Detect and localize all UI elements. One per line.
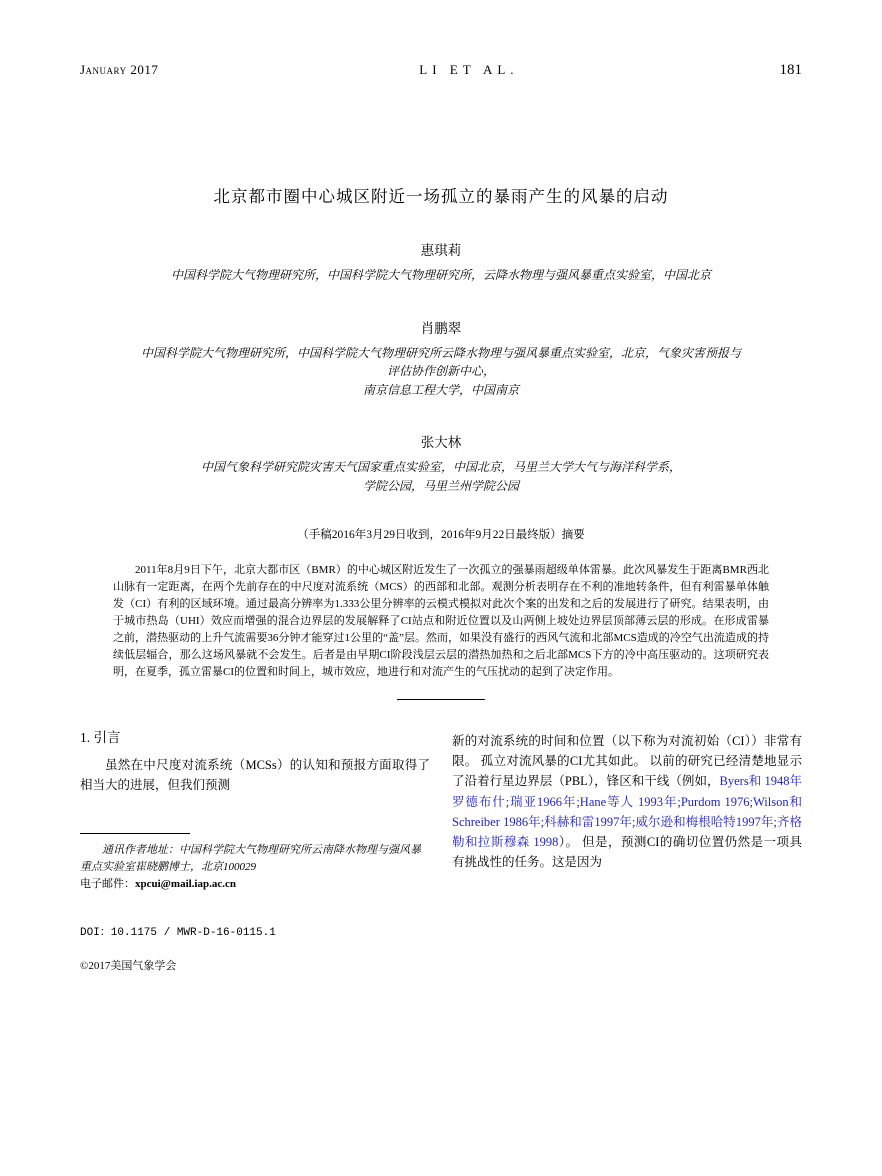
author-block-3 [80,431,802,495]
footnote-area [80,833,430,973]
author-name-3: 张大林 [420,435,462,451]
left-column [80,722,430,973]
author-name-1: 惠琪莉 [420,243,462,258]
abstract-text: 2011年8月9日下午，北京大都市区（BMR）的中心城区附近发生了一次孤立的强暴雨超级单体雷暴。此次风暴发生于距离BMR西北山脉有一定距离，在两个先前存在的中尺度对流系统（MCS）的西部和北部。观测分析表明存在不利的准地转条件，但有利雷暴单体触发（CI）有利的区域环境。通过最高分辨率为1.333公里分辨率的云模式模拟对此次个案的出发和之后的发展进行了研究。结果表明，由于城市热岛（UHI）效应而增强的混合边界层的发展解释了CI站点和附近位置以及山两侧上坡处边界层顶部薄云层的形成。在形成雷暴之前，潜热驱动的上升气流需要36分钟才能穿过1公里的“盖”层。然而，如果没有盛行的西风气流和北部MCS造成的冷空气出流造成的持续低层辐合，那么这场风暴就不会发生。后者是由早期CI阶段浅层云层的潜热加热和之后北部MCS下方的冷中高压驱动的。这项研究表明，在夏季，孤立雷暴CI的位置和时间上，城市效应，地进行和对流产生的气压扰动的起到了决定作用。 [113,563,769,678]
author-block-1 [80,239,802,285]
section-heading-introduction: 1. 引言 [80,729,121,745]
author-affiliation-2-line-2: 南京信息工程大学，中国南京 [362,382,519,397]
article-title: 北京都市圈中心城区附近一场孤立的暴雨产生的风暴的启动 [213,187,669,206]
email-label: 电子邮件： [80,878,135,891]
author-affiliation-3-line-1: 中国气象科学研究院灾害天气国家重点实验室，中国北京，马里兰大学大气与海洋科学系， [200,460,681,475]
email-address[interactable]: xpcui@mail.iap.ac.cn [135,878,236,891]
running-authors: LI ET AL. [419,62,519,77]
abstract-divider [397,699,485,700]
author-affiliation-2-line-1: 中国科学院大气物理研究所，中国科学院大气物理研究所云降水物理与强风暴重点实验室，北京，气象灾害预报与评估协作创新中心， [141,345,742,379]
manuscript-note: （手稿2016年3月29日收到，2016年9月22日最终版）摘要 [297,528,585,541]
author-name-2: 肖鹏翠 [420,320,462,336]
author-affiliation-1: 中国科学院大气物理研究所，中国科学院大气物理研究所，云降水物理与强风暴重点实验室，中国北京 [170,268,711,282]
right-column [452,722,802,973]
body-columns [80,722,802,973]
author-block-2 [80,317,802,400]
continued-paragraph [452,731,802,873]
footnote-rule [80,833,190,834]
author-affiliation-3-line-2: 学院公园，马里兰州学院公园 [362,478,519,493]
page-number: 181 [779,62,802,78]
paragraph-text-pre: 新的对流系统的时间和位置（以下称为对流初始（CI））非常有限。 孤立对流风暴的CI尤其如此。 以前的研究已经清楚地显示了沿着行星边界层（PBL），锋区和干线（例如， [452,733,802,789]
paragraph-text-post: ）。 但是，预测CI的确切位置仍然是一项具有挑战性的任务。这是因为 [452,835,802,870]
issue-date: January 2017 [80,62,159,77]
email-line [80,876,430,893]
intro-paragraph: 虽然在中尺度对流系统（MCSs）的认知和预报方面取得了相当大的进展，但我们预测 [80,757,430,793]
running-head [80,62,802,79]
doi-text: DOI：10.1175 / MWR-D-16-0115.1 [80,926,276,939]
citation-links[interactable]: Byers和 1948年罗德布什;瑞亚1966年;Hane等人 1993年;Purdom 1976;Wilson和Schreiber 1986年;科赫和雷1997年;威尔逊和梅根哈特1997年;齐格勒和拉斯穆森 1998 [452,774,802,850]
correspondence-note: 通讯作者地址：中国科学院大气物理研究所云南降水物理与强风暴重点实验室崔晓鹏博士，北京100029 [80,844,421,873]
copyright-notice: ©2017美国气象学会 [80,959,177,972]
